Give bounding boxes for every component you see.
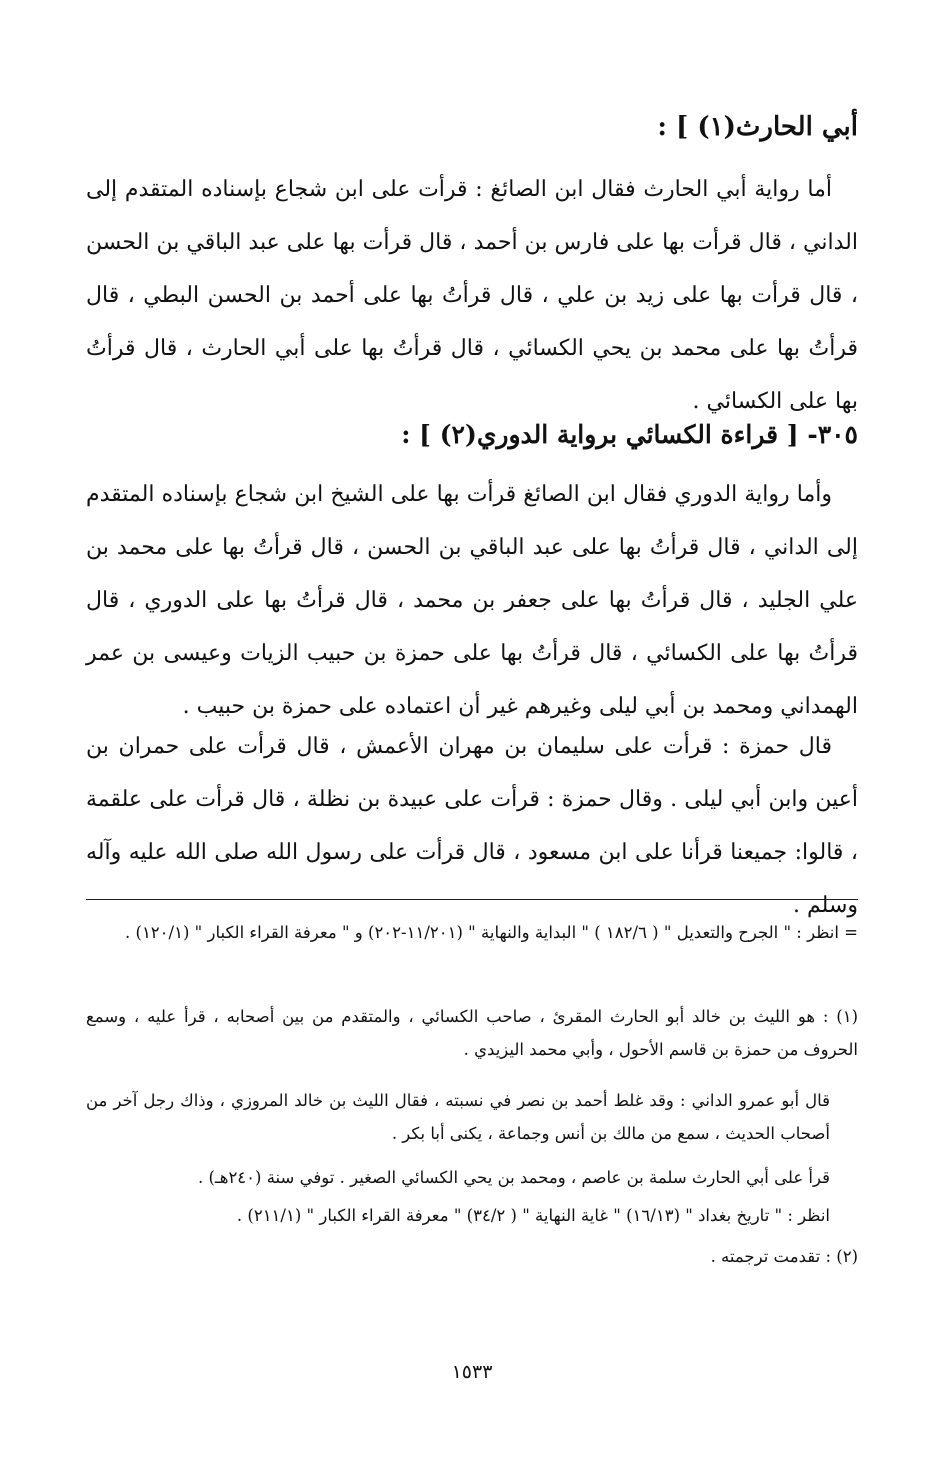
footnote-1 — [86, 1000, 858, 1066]
page-number: ١٥٣٣ — [451, 1361, 493, 1383]
paragraph-hamza — [86, 720, 858, 932]
footnote-1-sources — [86, 1199, 858, 1232]
footnote-text: = انظر : " الجرح والتعديل " ( ١٨٢/٦ ) " البداية والنهاية " (١١/٢٠١-٢٠٢) و " معرفة القراء الكبار " (١٢٠/١) . — [125, 923, 858, 942]
footnote-text: قال أبو عمرو الداني : وقد غلط أحمد بن نصر في نسبته ، فقال الليث بن خالد المروزي ، وذاك رجل آخر من أصحاب الحديث ، سمع من مالك بن أنس وجماعة ، يكنى أبا بكر . — [86, 1091, 830, 1143]
footnote-continuation — [86, 916, 858, 949]
footnote-text: (٢) : تقدمت ترجمته . — [710, 1247, 858, 1266]
footnote-1-students — [86, 1161, 858, 1194]
footnote-1-detail — [86, 1084, 858, 1150]
paragraph-text: أما رواية أبي الحارث فقال ابن الصائغ : قرأت على ابن شجاع بإسناده المتقدم إلى الداني ، قال قرأت بها على فارس بن أحمد ، قال قرأت بها على عبد الباقي بن الحسن ، قال قرأت بها على زيد بن علي ، قال قرأتُ بها على أحمد بن الحسن البطي ، قال قرأتُ بها على محمد بن يحي الكسائي ، قال قرأتُ بها على أبي الحارث ، قال قرأتُ بها على الكسائي . — [86, 177, 858, 414]
section-heading-305: ٣٠٥- [ قراءة الكسائي برواية الدوري(٢) ] : — [401, 420, 858, 449]
footnote-divider — [86, 899, 858, 900]
paragraph-abi-al-harith — [86, 163, 858, 428]
footnote-2 — [86, 1240, 858, 1273]
paragraph-dawri — [86, 468, 858, 733]
section-heading-abi-al-harith: أبي الحارث(١) ] : — [657, 112, 858, 142]
footnote-text: قرأ على أبي الحارث سلمة بن عاصم ، ومحمد بن يحي الكسائي الصغير . توفي سنة (٢٤٠هـ) . — [197, 1168, 830, 1187]
footnote-text: انظر : " تاريخ بغداد " (١٦/١٣) " غاية النهاية " ( ٣٤/٢) " معرفة القراء الكبار " (٢١١/١) . — [236, 1206, 830, 1225]
paragraph-text: قال حمزة : قرأت على سليمان بن مهران الأعمش ، قال قرأت على حمران بن أعين وابن أبي ليلى . وقال حمزة : قرأت على عبيدة بن نظلة ، قال قرأت على علقمة ، قالوا: جميعنا قرأنا على ابن مسعود ، قال قرأت على رسول الله صلى الله عليه وآله وسلم . — [86, 734, 858, 918]
paragraph-text: وأما رواية الدوري فقال ابن الصائغ قرأت بها على الشيخ ابن شجاع بإسناده المتقدم إلى الداني ، قال قرأتُ بها على عبد الباقي بن الحسن ، قال قرأتُ بها على محمد بن علي الجليد ، قال قرأتُ بها على جعفر بن محمد ، قال قرأتُ بها على الدوري ، قال قرأتُ بها على الكسائي ، قال قرأتُ بها على حمزة بن حبيب الزيات وعيسى بن عمر الهمداني ومحمد بن أبي ليلى وغيرهم غير أن اعتماده على حمزة بن حبيب . — [86, 482, 858, 719]
footnote-text: (١) : هو الليث بن خالد أبو الحارث المقرئ ، صاحب الكسائي ، والمتقدم من بين أصحابه ، قرأ عليه ، وسمع الحروف من حمزة بن قاسم الأحول ، وأبي محمد اليزيدي . — [86, 1007, 858, 1059]
